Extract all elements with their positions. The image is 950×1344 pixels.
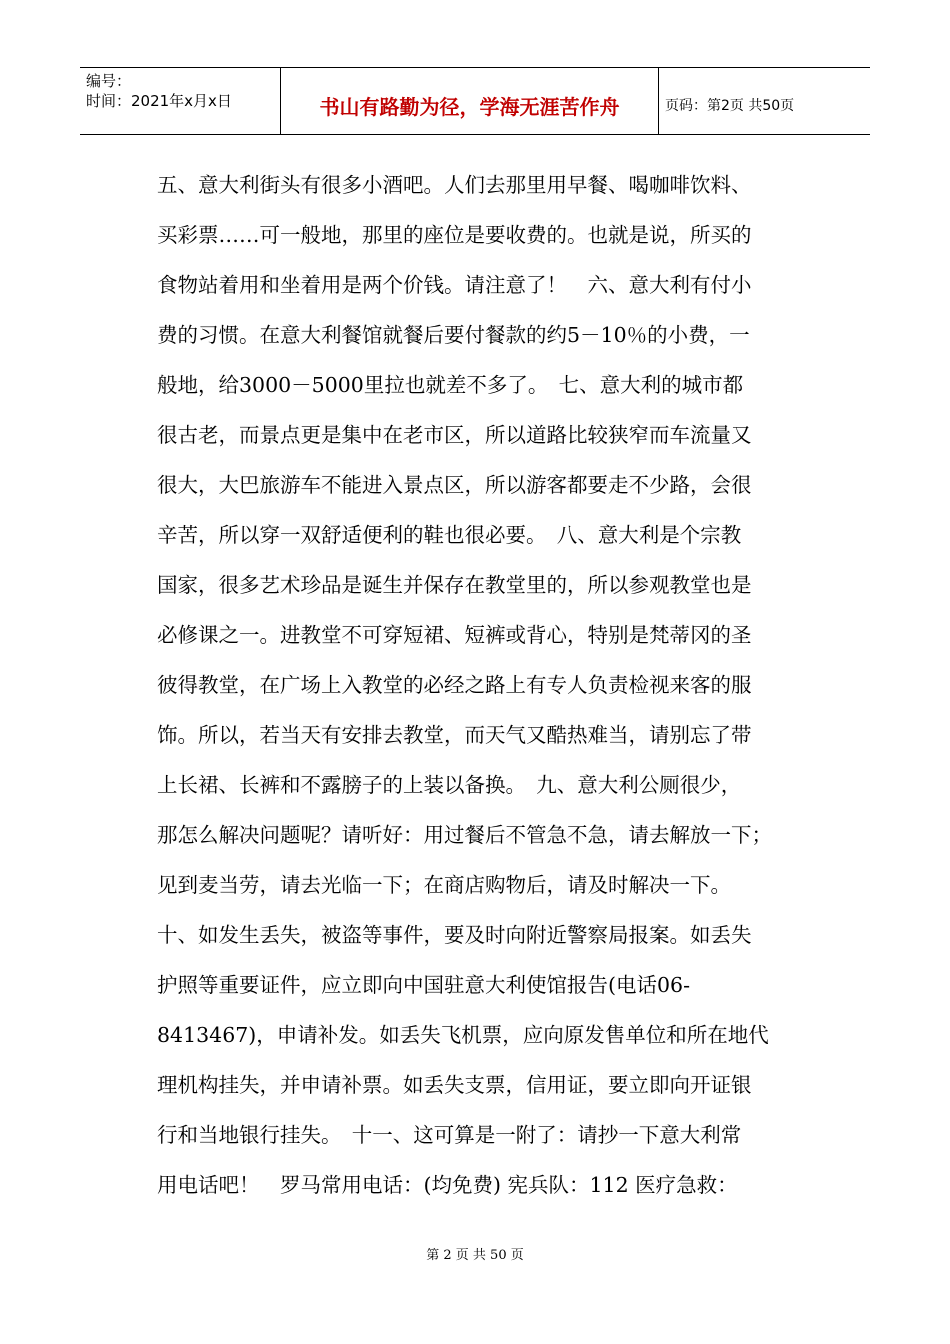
body-line: 食物站着用和坐着用是两个价钱。请注意了！ 六、意大利有付小 [157, 273, 752, 297]
body-line: 国家，很多艺术珍品是诞生并保存在教堂里的，所以参观教堂也是 [157, 573, 752, 597]
body-line: 辛苦，所以穿一双舒适便利的鞋也很必要。 八、意大利是个宗教 [157, 523, 742, 547]
body-line: 上长裙、长裤和不露膀子的上装以备换。 九、意大利公厕很少， [157, 773, 742, 797]
page-footer: 第 2 页 共 50 页 [426, 1248, 524, 1263]
body-line: 那怎么解决问题呢？请听好：用过餐后不管急不急，请去解放一下； [157, 823, 772, 847]
header-meta [80, 68, 281, 134]
body-line: 必修课之一。进教堂不可穿短裙、短裤或背心，特别是梵蒂冈的圣 [157, 623, 752, 647]
body-line: 8413467)，申请补发。如丢失飞机票，应向原发售单位和所在地代 [157, 1023, 769, 1047]
page-header [80, 67, 870, 135]
body-line: 买彩票……可一般地，那里的座位是要收费的。也就是说，所买的 [157, 223, 752, 247]
document-time-label: 时间：2021年x月x日 [86, 92, 232, 110]
body-line: 行和当地银行挂失。 十一、这可算是一附了：请抄一下意大利常 [157, 1123, 742, 1147]
document-number-label: 编号： [86, 72, 132, 90]
body-line: 十、如发生丢失，被盗等事件，要及时向附近警察局报案。如丢失 [157, 923, 752, 947]
body-line: 费的习惯。在意大利餐馆就餐后要付餐款的约5－10％的小费，一 [157, 323, 750, 347]
document-body [157, 160, 817, 1210]
body-line: 般地，给3000－5000里拉也就差不多了。 七、意大利的城市都 [157, 373, 744, 397]
header-page-info: 页码：第2页 共50页 [665, 98, 795, 114]
body-line: 护照等重要证件，应立即向中国驻意大利使馆报告(电话06- [157, 973, 691, 997]
body-line: 很大，大巴旅游车不能进入景点区，所以游客都要走不少路，会很 [157, 473, 752, 497]
body-line: 彼得教堂，在广场上入教堂的必经之路上有专人负责检视来客的服 [157, 673, 752, 697]
body-line: 五、意大利街头有很多小酒吧。人们去那里用早餐、喝咖啡饮料、 [157, 173, 752, 197]
body-line: 见到麦当劳，请去光临一下；在商店购物后，请及时解决一下。 [157, 873, 731, 897]
header-motto: 书山有路勤为径，学海无涯苦作舟 [281, 68, 659, 134]
body-line: 很古老，而景点更是集中在老市区，所以道路比较狭窄而车流量又 [157, 423, 752, 447]
body-line: 理机构挂失，并申请补票。如丢失支票，信用证，要立即向开证银 [157, 1073, 752, 1097]
body-line: 饰。所以，若当天有安排去教堂，而天气又酷热难当，请别忘了带 [157, 723, 752, 747]
body-line: 用电话吧！ 罗马常用电话：(均免费) 宪兵队：112 医疗急救： [157, 1173, 738, 1197]
